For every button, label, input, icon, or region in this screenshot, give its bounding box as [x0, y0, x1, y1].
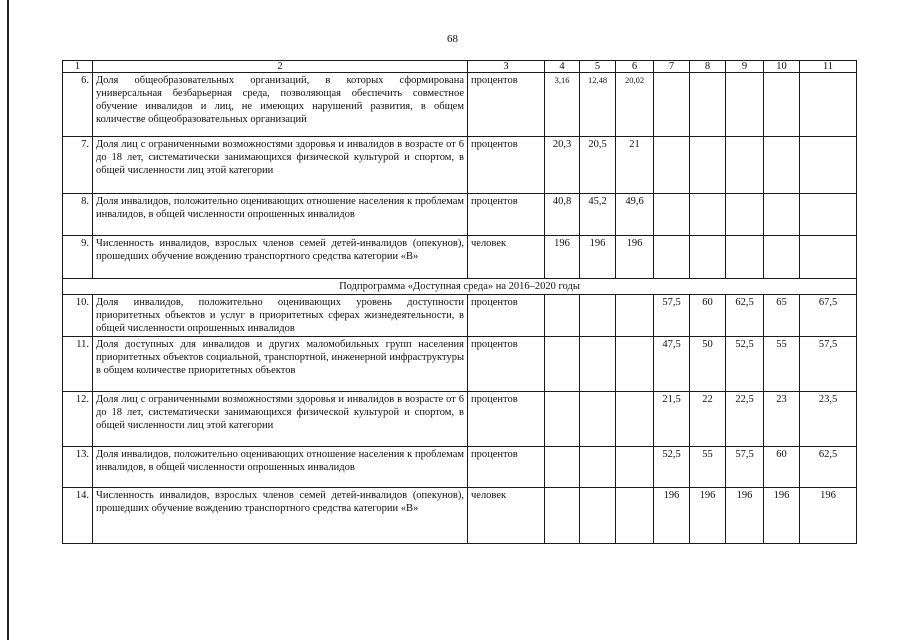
- header-cell: 7: [654, 61, 690, 73]
- value-cell: [726, 73, 764, 137]
- value-cell: 67,5: [800, 295, 857, 337]
- unit-cell: процентов: [468, 194, 545, 236]
- value-cell: [545, 392, 580, 447]
- indicator-description: Доля общеобразовательных организаций, в которых сформирована универсальная безбарьерная среда, позволяющая обеспечить совместное обучение инвалидов и лиц, не имеющих нарушений развития, в общем количестве общеобразовательных организаций: [93, 73, 468, 137]
- row-number: 6.: [63, 73, 93, 137]
- unit-cell: процентов: [468, 73, 545, 137]
- header-cell: 5: [580, 61, 616, 73]
- value-cell: 21: [616, 137, 654, 194]
- value-cell: [726, 194, 764, 236]
- value-cell: 62,5: [726, 295, 764, 337]
- value-cell: [690, 73, 726, 137]
- indicator-description: Доля инвалидов, положительно оценивающих уровень доступности приоритетных объектов и услуг в приоритетных сферах жизнедеятельности, в общей численности опрошенных инвалидов: [93, 295, 468, 337]
- header-cell: 1: [63, 61, 93, 73]
- table-row: [63, 73, 857, 137]
- value-cell: 196: [654, 488, 690, 544]
- value-cell: 45,2: [580, 194, 616, 236]
- value-cell: 60: [764, 447, 800, 488]
- value-cell: [654, 73, 690, 137]
- value-cell: [616, 337, 654, 392]
- value-cell: 196: [545, 236, 580, 279]
- value-cell: [690, 236, 726, 279]
- row-number: 9.: [63, 236, 93, 279]
- table-body: [63, 61, 857, 544]
- unit-cell: процентов: [468, 137, 545, 194]
- subprogram-title: Подпрограмма «Доступная среда» на 2016–2020 годы: [63, 279, 857, 295]
- value-cell: 196: [764, 488, 800, 544]
- value-cell: 52,5: [654, 447, 690, 488]
- value-cell: 23: [764, 392, 800, 447]
- value-cell: 196: [580, 236, 616, 279]
- value-cell: 22,5: [726, 392, 764, 447]
- indicators-table: [62, 60, 857, 544]
- header-cell: 11: [800, 61, 857, 73]
- row-number: 7.: [63, 137, 93, 194]
- value-cell: 57,5: [800, 337, 857, 392]
- table-row: [63, 337, 857, 392]
- value-cell: [616, 295, 654, 337]
- value-cell: 12,48: [580, 73, 616, 137]
- page-number: 68: [447, 33, 458, 45]
- header-cell: 2: [93, 61, 468, 73]
- value-cell: 55: [690, 447, 726, 488]
- value-cell: [764, 194, 800, 236]
- value-cell: 20,3: [545, 137, 580, 194]
- table-row: [63, 392, 857, 447]
- value-cell: 62,5: [800, 447, 857, 488]
- value-cell: 21,5: [654, 392, 690, 447]
- value-cell: [545, 447, 580, 488]
- value-cell: [654, 194, 690, 236]
- value-cell: [654, 236, 690, 279]
- column-number-header-row: [63, 61, 857, 73]
- value-cell: 65: [764, 295, 800, 337]
- indicator-description: Доля инвалидов, положительно оценивающих отношение населения к проблемам инвалидов, в общей численности опрошенных инвалидов: [93, 194, 468, 236]
- row-number: 12.: [63, 392, 93, 447]
- value-cell: 40,8: [545, 194, 580, 236]
- value-cell: 50: [690, 337, 726, 392]
- value-cell: [545, 295, 580, 337]
- indicator-description: Численность инвалидов, взрослых членов семей детей-инвалидов (опекунов), прошедших обучение вождению транспортного средства категории «В»: [93, 236, 468, 279]
- unit-cell: человек: [468, 488, 545, 544]
- value-cell: [690, 194, 726, 236]
- value-cell: 57,5: [726, 447, 764, 488]
- value-cell: [800, 137, 857, 194]
- value-cell: [690, 137, 726, 194]
- value-cell: 20,02: [616, 73, 654, 137]
- value-cell: 49,6: [616, 194, 654, 236]
- value-cell: 196: [690, 488, 726, 544]
- page-left-edge-rule: [7, 0, 9, 640]
- value-cell: 196: [800, 488, 857, 544]
- value-cell: [764, 236, 800, 279]
- unit-cell: процентов: [468, 447, 545, 488]
- value-cell: [800, 236, 857, 279]
- table-row: [63, 488, 857, 544]
- header-cell: 9: [726, 61, 764, 73]
- table-row: [63, 295, 857, 337]
- value-cell: [726, 137, 764, 194]
- value-cell: 3,16: [545, 73, 580, 137]
- indicator-description: Доля лиц с ограниченными возможностями здоровья и инвалидов в возрасте от 6 до 18 лет, систематически занимающихся физической культурой и спортом, в общей численности лиц этой категории: [93, 392, 468, 447]
- header-cell: 10: [764, 61, 800, 73]
- header-cell: 8: [690, 61, 726, 73]
- header-cell: 3: [468, 61, 545, 73]
- value-cell: [654, 137, 690, 194]
- value-cell: 196: [726, 488, 764, 544]
- table-row: [63, 447, 857, 488]
- row-number: 10.: [63, 295, 93, 337]
- value-cell: 22: [690, 392, 726, 447]
- unit-cell: процентов: [468, 295, 545, 337]
- value-cell: [616, 447, 654, 488]
- value-cell: 196: [616, 236, 654, 279]
- header-cell: 6: [616, 61, 654, 73]
- value-cell: [800, 73, 857, 137]
- value-cell: [616, 488, 654, 544]
- indicator-description: Доля инвалидов, положительно оценивающих отношение населения к проблемам инвалидов, в общей численности опрошенных инвалидов: [93, 447, 468, 488]
- row-number: 8.: [63, 194, 93, 236]
- value-cell: [580, 392, 616, 447]
- value-cell: [580, 488, 616, 544]
- header-cell: 4: [545, 61, 580, 73]
- value-cell: [800, 194, 857, 236]
- indicator-description: Численность инвалидов, взрослых членов семей детей-инвалидов (опекунов), прошедших обучение вождению транспортного средства категории «В»: [93, 488, 468, 544]
- indicator-description: Доля доступных для инвалидов и других маломобильных групп населения приоритетных объектов социальной, транспортной, инженерной инфраструктуры в общем количестве приоритетных объектов: [93, 337, 468, 392]
- value-cell: 57,5: [654, 295, 690, 337]
- value-cell: 60: [690, 295, 726, 337]
- value-cell: [616, 392, 654, 447]
- row-number: 11.: [63, 337, 93, 392]
- unit-cell: процентов: [468, 337, 545, 392]
- value-cell: 20,5: [580, 137, 616, 194]
- indicator-description: Доля лиц с ограниченными возможностями здоровья и инвалидов в возрасте от 6 до 18 лет, систематически занимающихся физической культурой и спортом, в общей численности лиц этой категории: [93, 137, 468, 194]
- value-cell: [726, 236, 764, 279]
- unit-cell: человек: [468, 236, 545, 279]
- value-cell: [764, 137, 800, 194]
- value-cell: [545, 337, 580, 392]
- value-cell: [764, 73, 800, 137]
- table-row: [63, 137, 857, 194]
- value-cell: [580, 447, 616, 488]
- value-cell: [580, 337, 616, 392]
- table-row: [63, 236, 857, 279]
- value-cell: [580, 295, 616, 337]
- unit-cell: процентов: [468, 392, 545, 447]
- row-number: 13.: [63, 447, 93, 488]
- value-cell: 23,5: [800, 392, 857, 447]
- table-row: [63, 194, 857, 236]
- value-cell: 52,5: [726, 337, 764, 392]
- subprogram-row: [63, 279, 857, 295]
- value-cell: [545, 488, 580, 544]
- value-cell: 55: [764, 337, 800, 392]
- value-cell: 47,5: [654, 337, 690, 392]
- row-number: 14.: [63, 488, 93, 544]
